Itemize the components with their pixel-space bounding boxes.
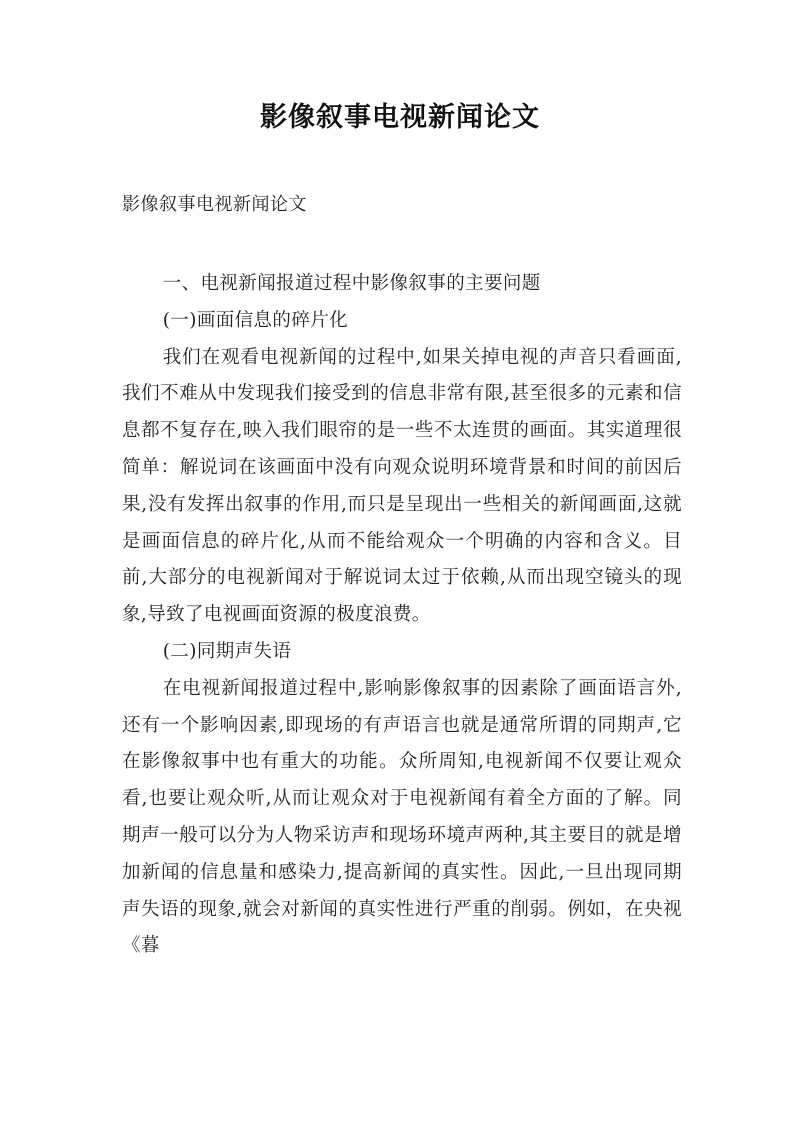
- paragraph-fragmented-info: 我们在观看电视新闻的过程中,如果关掉电视的声音只看画面,我们不难从中发现我们接受到的信息非常有限,甚至很多的元素和信息都不复存在,映入我们眼帘的是一些不太连贯的画面。其实道理很简单：解说词在该画面中没有向观众说明环境背景和时间的前因后果,没有发挥出叙事的作用,而只是呈现出一些相关的新闻画面,这就是画面信息的碎片化,从而不能给观众一个明确的内容和含义。目前,大部分的电视新闻对于解说词太过于依赖,从而出现空镜头的现象,导致了电视画面资源的极度浪费。: [122, 346, 682, 626]
- document-body: [122, 266, 682, 965]
- sub-heading-synchronous-sound: (二)同期声失语: [162, 640, 292, 662]
- document-title: 影像叙事电视新闻论文: [260, 102, 540, 133]
- document-subtitle: 影像叙事电视新闻论文: [122, 194, 307, 215]
- section-heading: 一、电视新闻报道过程中影像叙事的主要问题: [162, 273, 541, 294]
- sub-heading-fragmented-info: (一)画面信息的碎片化: [162, 309, 349, 331]
- paragraph-synchronous-sound: 在电视新闻报道过程中,影响影像叙事的因素除了画面语言外,还有一个影响因素,即现场的有声语言也就是通常所谓的同期声,它在影像叙事中也有重大的功能。众所周知,电视新闻不仅要让观众看,也要让观众听,从而让观众对于电视新闻有着全方面的了解。同期声一般可以分为人物采访声和现场环境声两种,其主要目的就是增加新闻的信息量和感染力,提高新闻的真实性。因此,一旦出现同期声失语的现象,就会对新闻的真实性进行严重的削弱。例如，在央视《暮: [122, 677, 682, 957]
